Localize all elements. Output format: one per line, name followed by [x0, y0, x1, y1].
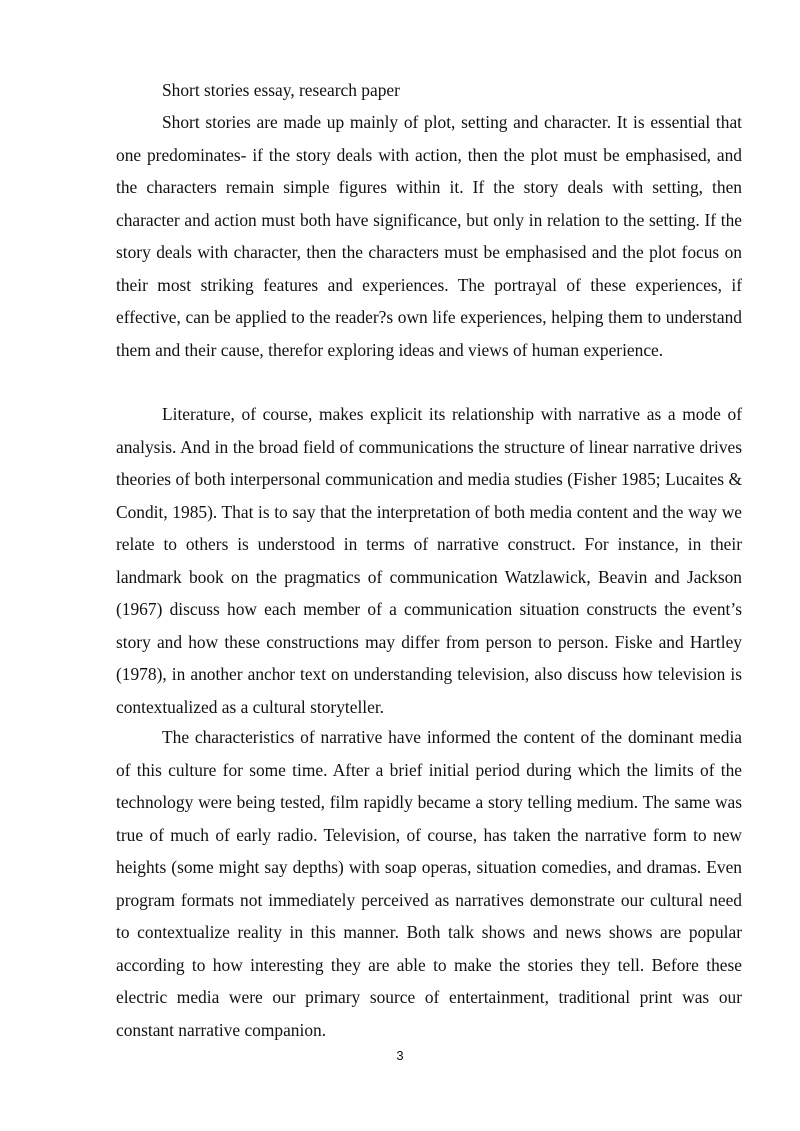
document-title: Short stories essay, research paper — [162, 80, 400, 100]
paragraph-2: Literature, of course, makes explicit its relationship with narrative as a mode of analysis. And in the broad field of communications the structure of linear narrative drives theories of both interpersonal communication and media studies (Fisher 1985; Lucaites & Condit, 1985). That is to say that the interpretation of both media content and the way we relate to others is understood in terms of narrative construct. For instance, in their landmark book on the pragmatics of communication Watzlawick, Beavin and Jackson (1967) discuss how each member of a communication situation constructs the event’s story and how these constructions may differ from person to person. Fiske and Hartley (1978), in another anchor text on understanding television, also discuss how television is contextualized as a cultural storyteller. — [116, 404, 742, 717]
paragraph-3: The characteristics of narrative have informed the content of the dominant media of this culture for some time. After a brief initial period during which the limits of the technology were being tested, film rapidly became a story telling medium. The same was true of much of early radio. Television, of course, has taken the narrative form to new heights (some might say depths) with soap operas, situation comedies, and dramas. Even program formats not immediately perceived as narratives demonstrate our cultural need to contextualize reality in this manner. Both talk shows and news shows are popular according to how interesting they are able to make the stories they tell. Before these electric media were our primary source of entertainment, traditional print was our constant narrative companion. — [116, 727, 742, 1040]
paragraph-1: Short stories are made up mainly of plot, setting and character. It is essential that one predominates- if the story deals with action, then the plot must be emphasised, and the characters remain simple figures within it. If the story deals with setting, then character and action must both have significance, but only in relation to the setting. If the story deals with character, then the characters must be emphasised and the plot focus on their most striking features and experiences. The portrayal of these experiences, if effective, can be applied to the reader?s own life experiences, helping them to understand them and their cause, therefor exploring ideas and views of human experience. — [116, 112, 742, 360]
page-number: 3 — [396, 1048, 404, 1063]
